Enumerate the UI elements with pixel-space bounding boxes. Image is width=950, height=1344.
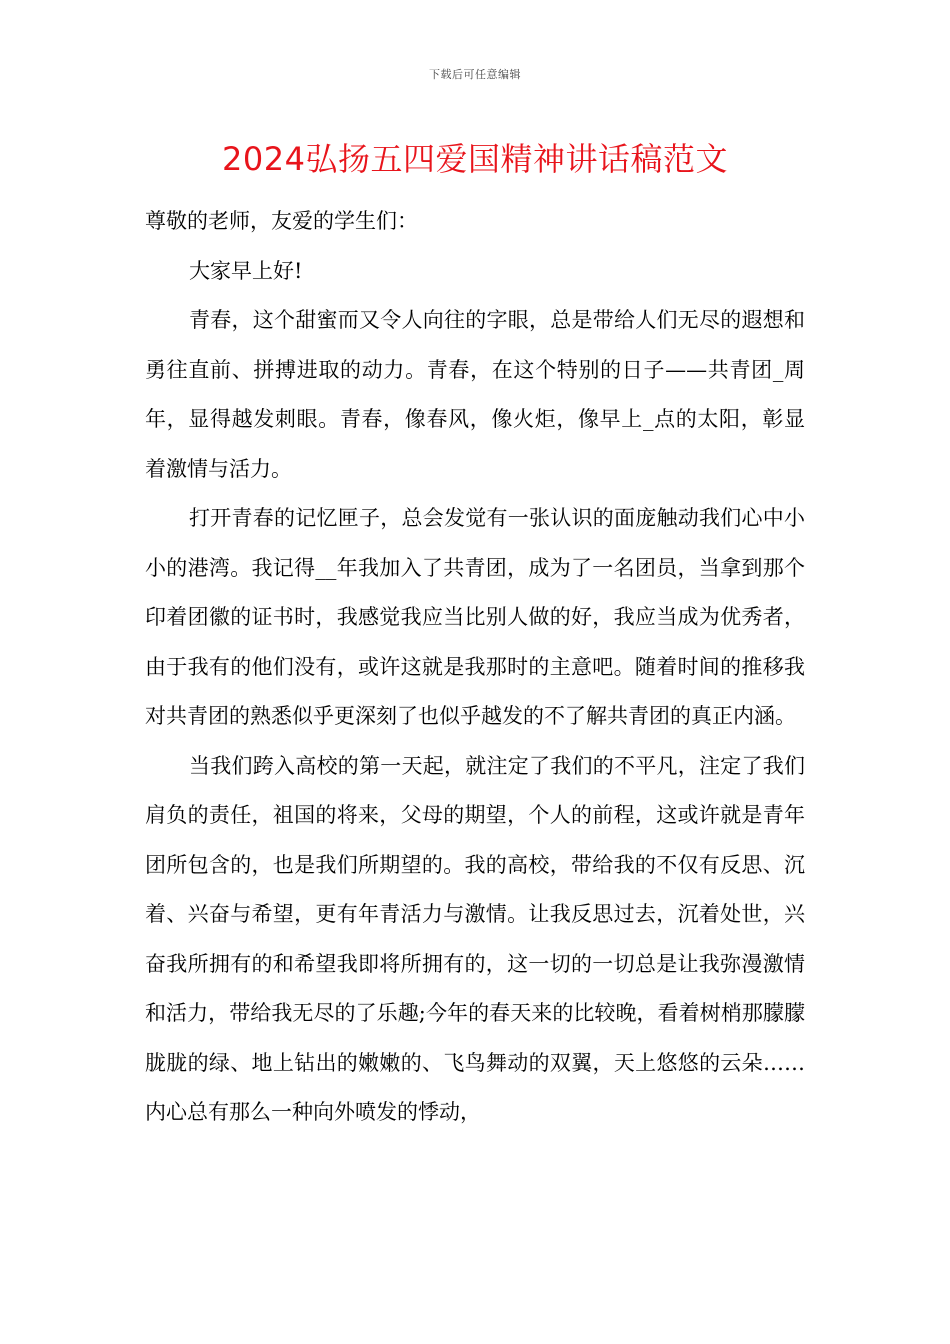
header-note: 下载后可任意编辑 — [429, 68, 521, 81]
paragraph-university: 当我们跨入高校的第一天起，就注定了我们的不平凡，注定了我们肩负的责任，祖国的将来，父母的期望，个人的前程，这或许就是青年团所包含的，也是我们所期望的。我的高校，带给我的不仅有反思、沉着、兴奋与希望，更有年青活力与激情。让我反思过去，沉着处世，兴奋我所拥有的和希望我即将所拥有的，这一切的一切总是让我弥漫激情和活力，带给我无尽的了乐趣;今年的春天来的比较晚，看着树梢那朦朦胧胧的绿、地上钻出的嫩嫩的、飞鸟舞动的双翼，天上悠悠的云朵……内心总有那么一种向外喷发的悸动， — [145, 753, 805, 1124]
document-body — [145, 197, 805, 1138]
paragraph-youth: 青春，这个甜蜜而又令人向往的字眼，总是带给人们无尽的遐想和勇往直前、拼搏进取的动力。青春，在这个特别的日子——共青团_周年，显得越发刺眼。青春，像春风，像火炬，像早上_点的太阳，彰显着激情与活力。 — [145, 308, 805, 481]
paragraph-greeting: 大家早上好! — [189, 258, 303, 283]
paragraph-memory: 打开青春的记忆匣子，总会发觉有一张认识的面庞触动我们心中小小的港湾。我记得__年我加入了共青团，成为了一名团员，当拿到那个印着团徽的证书时，我感觉我应当比别人做的好，我应当成为优秀者，由于我有的他们没有，或许这就是我那时的主意吧。随着时间的推移我对共青团的熟悉似乎更深刻了也似乎越发的不了解共青团的真正内涵。 — [145, 506, 805, 728]
document-title: 2024弘扬五四爱国精神讲话稿范文 — [222, 140, 728, 178]
salutation: 尊敬的老师，友爱的学生们： — [145, 209, 418, 233]
